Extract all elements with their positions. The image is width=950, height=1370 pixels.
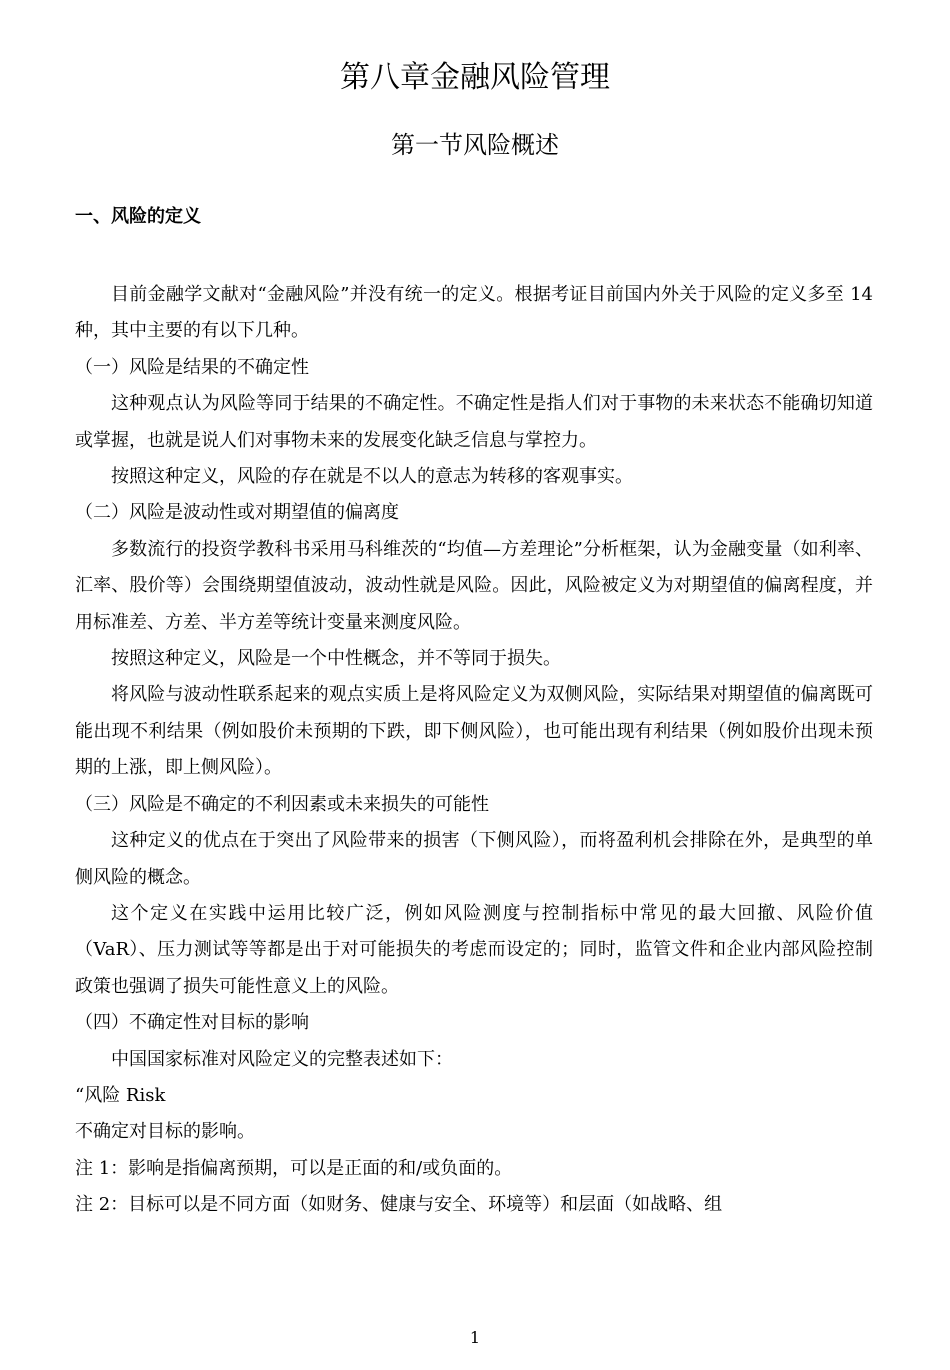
paragraph: 按照这种定义，风险的存在就是不以人的意志为转移的客观事实。 <box>111 466 633 488</box>
paragraph: 将风险与波动性联系起来的观点实质上是将风险定义为双侧风险，实际结果对期望值的偏离既可能出现不利结果（例如股价未预期的下跌，即下侧风险），也可能出现有利结果（例如股价出现未预期的上涨，即上侧风险）。 <box>75 684 873 779</box>
heading-risk-definition: 一、风险的定义 <box>75 206 201 227</box>
paragraph: 这种观点认为风险等同于结果的不确定性。不确定性是指人们对于事物的未来状态不能确切知道或掌握，也就是说人们对事物未来的发展变化缺乏信息与掌控力。 <box>75 393 873 451</box>
note-1: 注 1：影响是指偏离预期，可以是正面的和/或负面的。 <box>75 1157 513 1179</box>
paragraph: 按照这种定义，风险是一个中性概念，并不等同于损失。 <box>111 648 561 670</box>
chapter-title: 第八章金融风险管理 <box>340 60 610 95</box>
subsection-heading-2: （二）风险是波动性或对期望值的偏离度 <box>75 502 399 524</box>
paragraph: 中国国家标准对风险定义的完整表述如下： <box>111 1048 453 1070</box>
note-2: 注 2：目标可以是不同方面（如财务、健康与安全、环境等）和层面（如战略、组 <box>75 1194 723 1216</box>
paragraph: 这个定义在实践中运用比较广泛，例如风险测度与控制指标中常见的最大回撤、风险价值（VaR）、压力测试等等都是出于对可能损失的考虑而设定的；同时，监管文件和企业内部风险控制政策也强调了损失可能性意义上的风险。 <box>75 902 873 997</box>
document-body <box>75 277 873 1224</box>
quote-definition: 不确定对目标的影响。 <box>75 1121 255 1143</box>
subsection-heading-1: （一）风险是结果的不确定性 <box>75 356 309 378</box>
paragraph-intro: 目前金融学文献对“金融风险”并没有统一的定义。根据考证目前国内外关于风险的定义多至 14 种，其中主要的有以下几种。 <box>75 284 873 342</box>
subsection-heading-4: （四）不确定性对目标的影响 <box>75 1012 309 1034</box>
subsection-heading-3: （三）风险是不确定的不利因素或未来损失的可能性 <box>75 793 489 815</box>
section-title: 第一节风险概述 <box>391 131 559 159</box>
paragraph: 这种定义的优点在于突出了风险带来的损害（下侧风险），而将盈利机会排除在外，是典型的单侧风险的概念。 <box>75 830 873 888</box>
quote-term: “风险 Risk <box>75 1084 166 1106</box>
paragraph: 多数流行的投资学教科书采用马科维茨的“均值—方差理论”分析框架，认为金融变量（如利率、汇率、股价等）会围绕期望值波动，波动性就是风险。因此，风险被定义为对期望值的偏离程度，并用标准差、方差、半方差等统计变量来测度风险。 <box>75 538 873 633</box>
page-number: 1 <box>469 1328 481 1347</box>
